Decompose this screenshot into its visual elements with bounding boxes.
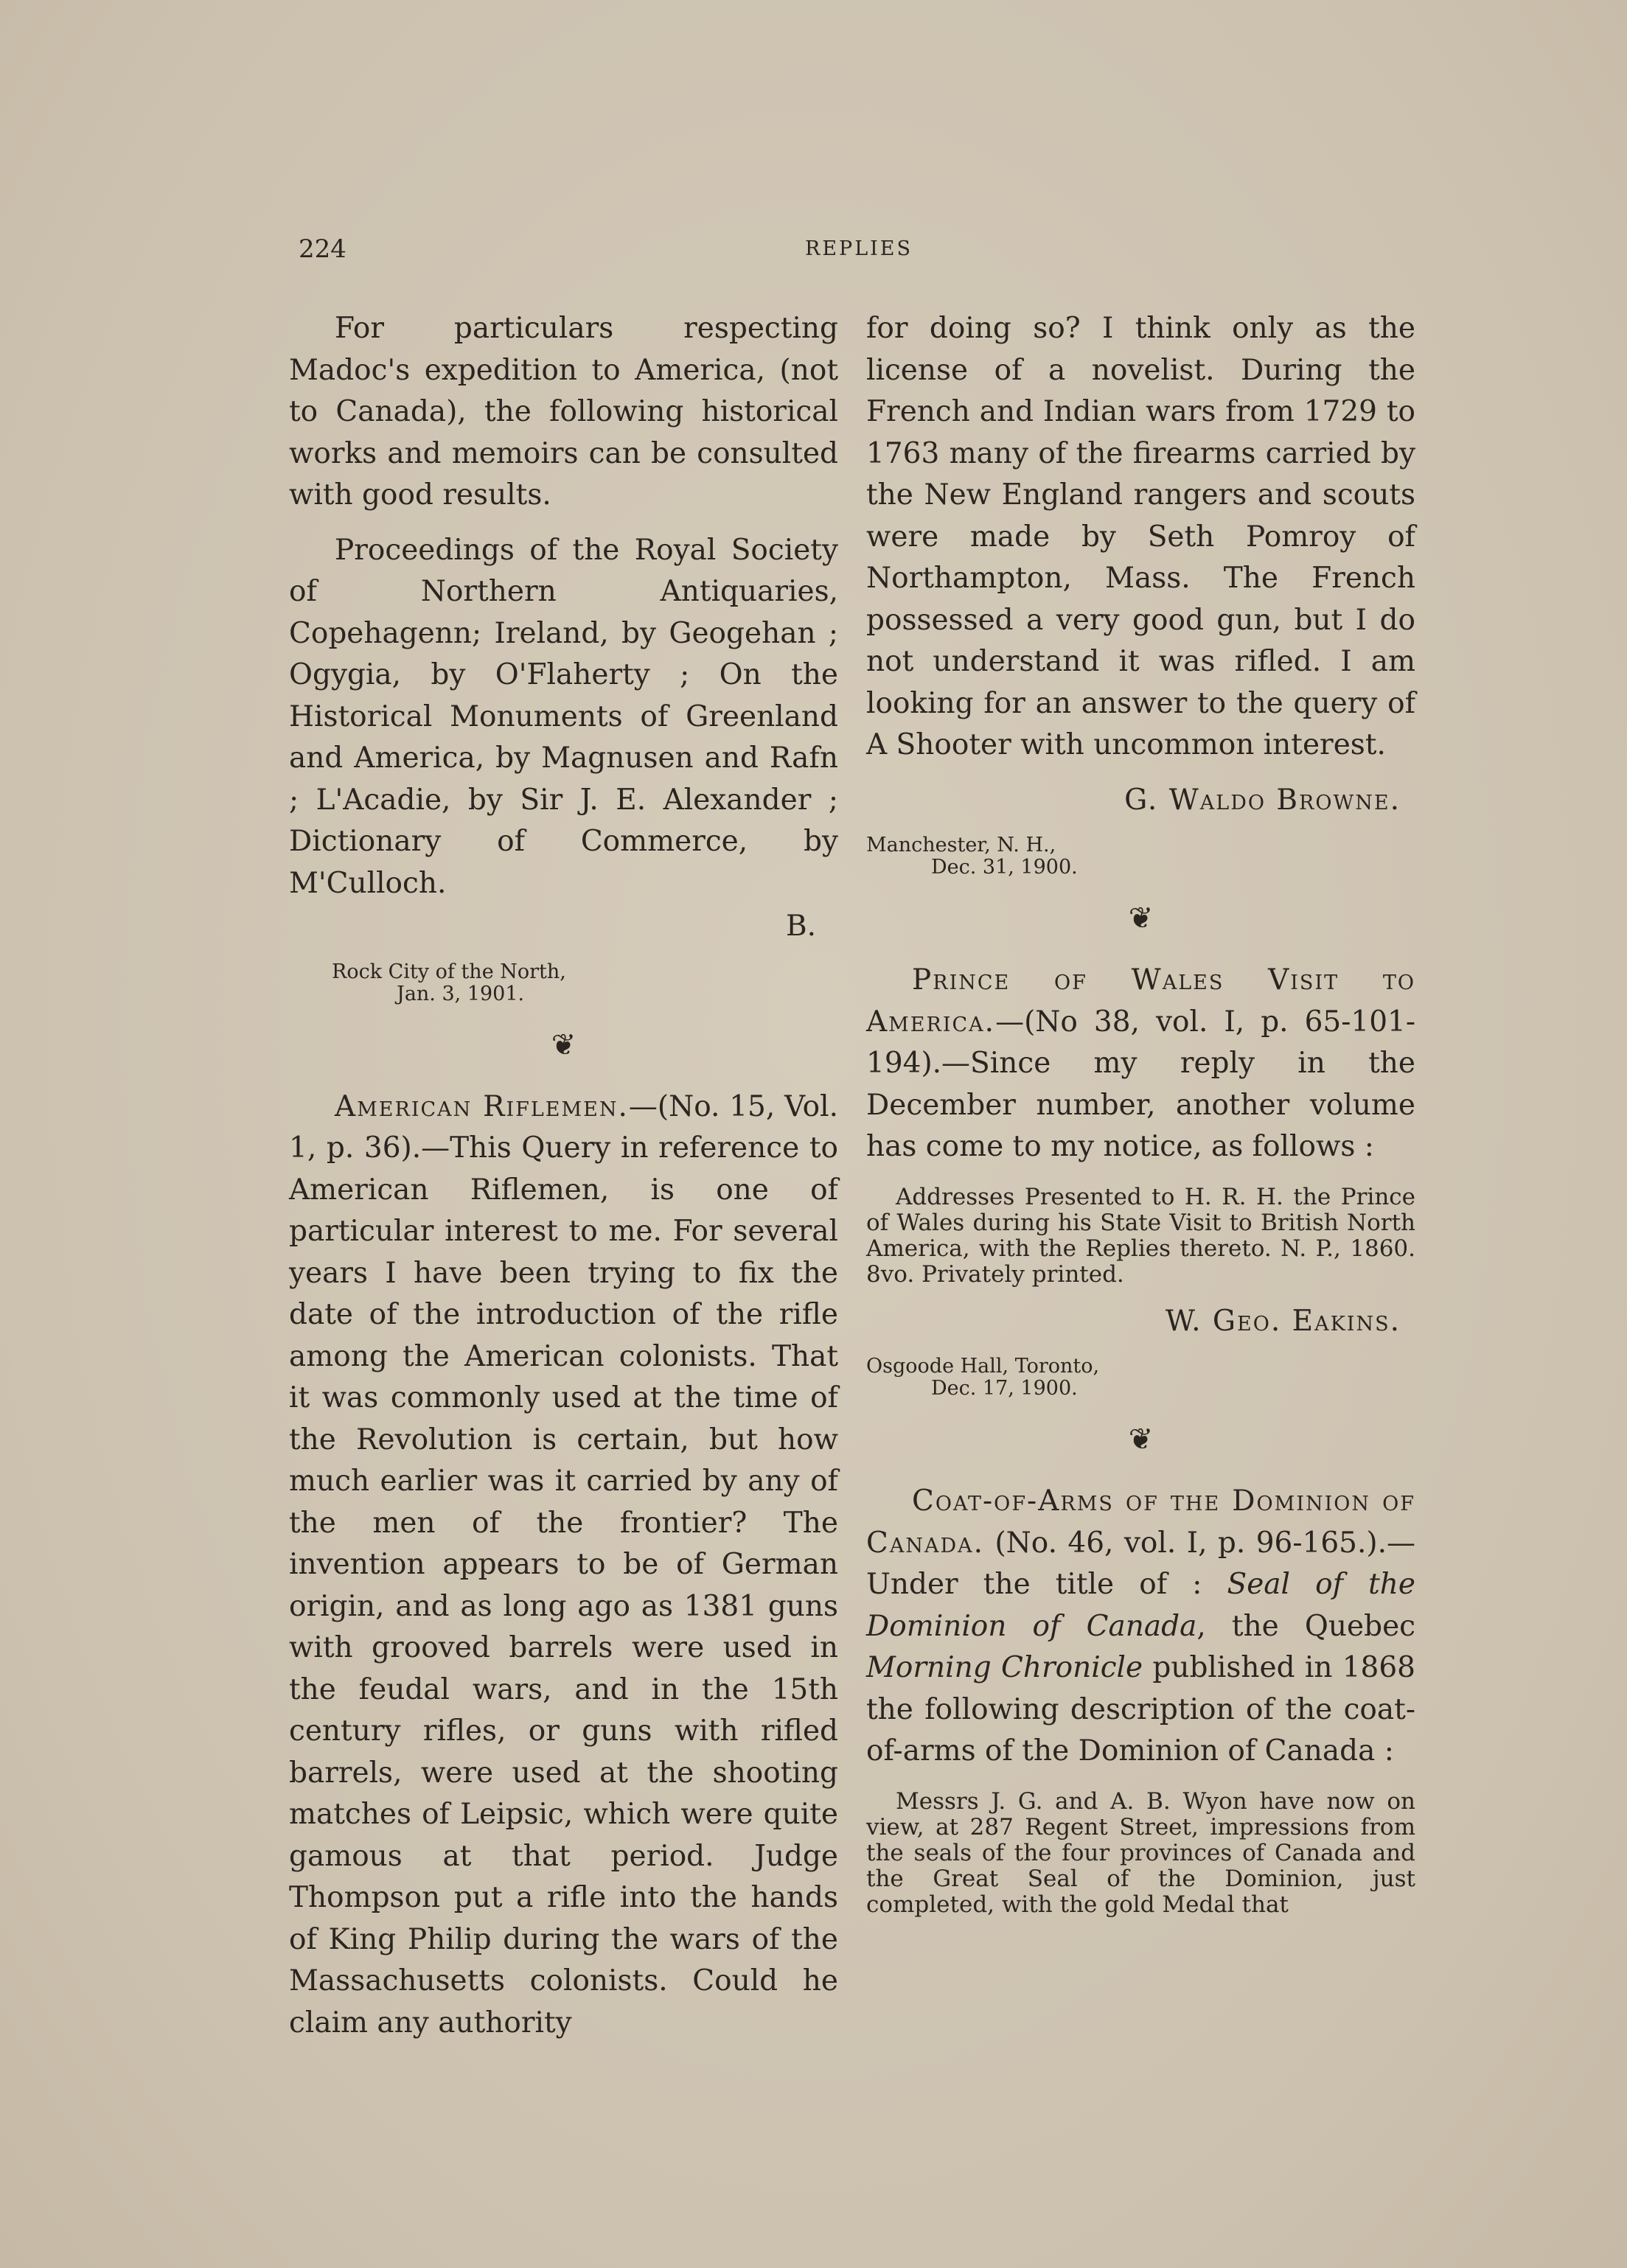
right-column xyxy=(866,308,1415,1918)
seal-title-italic: Seal of the Dominion of Canada xyxy=(866,1568,1415,1643)
page-header xyxy=(299,234,1419,271)
prince-paragraph xyxy=(866,960,1415,1168)
dateline-osgoode xyxy=(866,1355,1415,1400)
riflemen-continuation: for doing so? I think only as the license of a novelist. During the French and Indian wars from 1729 to 1763 many of the firearms carried by the New England rangers and scouts were made by Seth Pomroy of Northampton, Mass. The French possessed a very good gun, but I do not understand it was rifled. I am looking for an answer to the query of A Shooter with uncommon interest. xyxy=(866,312,1415,761)
page-number: 224 xyxy=(299,234,346,264)
left-column xyxy=(289,308,838,2044)
references-paragraph: Proceedings of the Royal Society of Northern Antiquaries, Copehagenn; Ireland, by Geogehan ; Ogygia, by O'Flaherty ; On the Historical Monuments of Greenland and America, by Magnusen and Rafn ; L'Acadie, by Sir J. E. Alexander ; Dictionary of Commerce, by M'Culloch. xyxy=(289,533,838,900)
prince-body: —(No 38, vol. I, p. 65-101-194).—Since my reply in the December number, another volume has come to my notice, as follows : xyxy=(866,1005,1415,1163)
ornament-icon: ❦ xyxy=(1128,901,1154,935)
coat-body-c: published in 1868 the following description of the coat-of-arms of the Dominion of Canada : xyxy=(866,1651,1415,1768)
coat-of-arms-paragraph xyxy=(866,1481,1415,1773)
prince-title: Prince of Wales Visit to America. xyxy=(866,963,1415,1039)
dateline-date: Dec. 31, 1900. xyxy=(931,856,1078,879)
ornament-icon: ❦ xyxy=(1128,1423,1154,1456)
riflemen-title: American Riflemen. xyxy=(335,1089,629,1123)
dateline-manchester xyxy=(866,834,1415,879)
dateline-rock-city xyxy=(332,961,838,1005)
signature-eakins: W. Geo. Eakins. xyxy=(1165,1304,1401,1338)
addresses-quote: Addresses Presented to H. R. H. the Prince of Wales during his State Visit to British North America, with the Replies thereto. N. P., 1860. 8vo. Privately printed. xyxy=(866,1183,1415,1288)
madoc-paragraph: For particulars respecting Madoc's expedition to America, (not to Canada), the following historical works and memoirs can be consulted with good results. xyxy=(289,312,838,512)
ornament-icon: ❦ xyxy=(551,1027,576,1062)
dateline-place: Manchester, N. H., xyxy=(866,834,1056,856)
coat-body-a: (No. 46, vol. I, p. 96-165.).—Under the title of : xyxy=(866,1526,1415,1601)
coat-title: Coat-of-Arms of the Dominion of Canada. xyxy=(866,1484,1415,1560)
signature-browne: G. Waldo Browne. xyxy=(1124,783,1401,817)
riflemen-body: —(No. 15, Vol. 1, p. 36).—This Query in reference to American Riflemen, is one of particular interest to me. For several years I have been trying to fix the date of the introduction of the rifle among the American colonists. That it was commonly used at the time of the Revolution is certain, but how much earlier was it carried by any of the men of the frontier? The invention appears to be of German origin, and as long ago as 1381 guns with grooved barrels were used in the feudal wars, and in the 15th century rifles, or guns with rifled barrels, were used at the shooting matches of Leipsic, which were quite gamous at that period. Judge Thompson put a rifle into the hands of King Philip during the wars of the Massachusetts colonists. Could he claim any authority xyxy=(289,1089,838,2040)
riflemen-paragraph xyxy=(289,1086,838,2045)
wyon-quote: Messrs J. G. and A. B. Wyon have now on view, at 287 Regent Street, impressions from the seals of the four provinces of Canada and the Great Seal of the Dominion, just completed, with the gold Medal that xyxy=(866,1787,1415,1918)
newspaper-title-italic: Morning Chronicle xyxy=(866,1651,1143,1684)
coat-body-b: , the Quebec xyxy=(1196,1609,1415,1643)
running-head: REPLIES xyxy=(804,237,913,260)
dateline-place: Rock City of the North, xyxy=(332,960,566,983)
dateline-place: Osgoode Hall, Toronto, xyxy=(866,1355,1100,1378)
dateline-date: Dec. 17, 1900. xyxy=(931,1377,1078,1400)
dateline-date: Jan. 3, 1901. xyxy=(397,982,525,1005)
signature-b: B. xyxy=(785,910,816,943)
